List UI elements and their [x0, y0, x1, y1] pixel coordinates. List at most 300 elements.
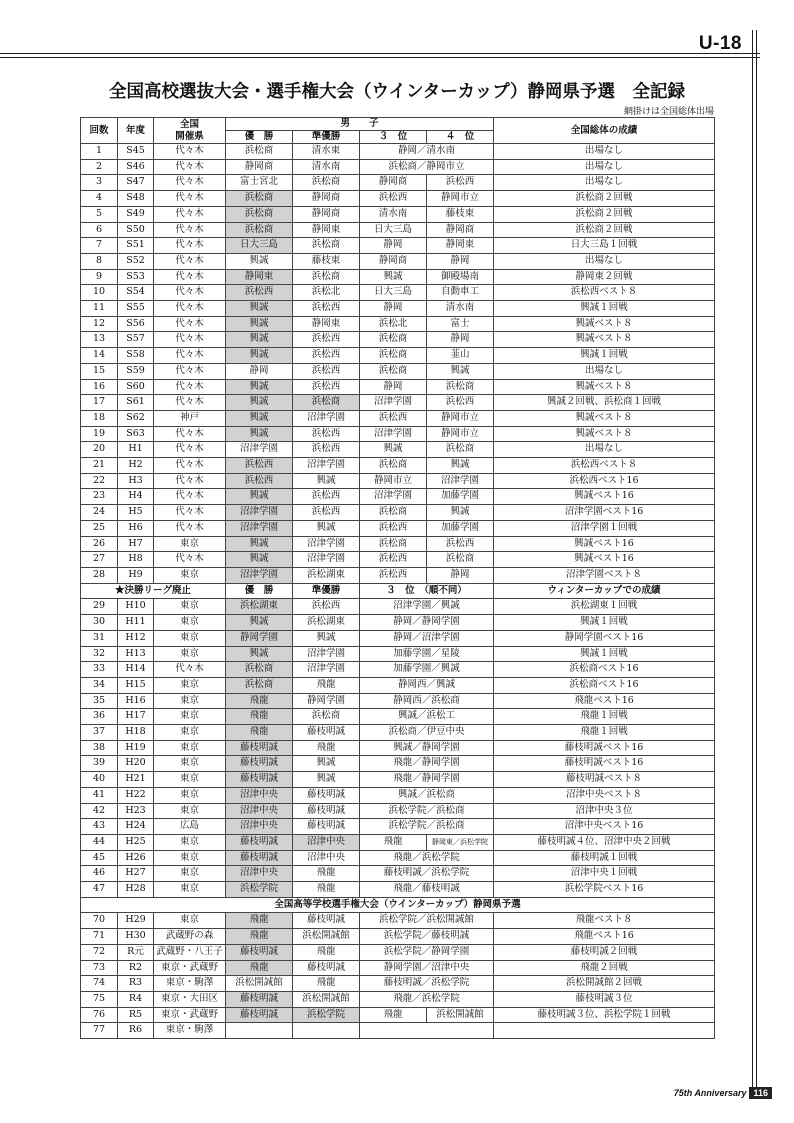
- cell-result: 浜松学院ベスト16: [494, 882, 715, 898]
- cell-runnerup: 浜松開誠館: [293, 991, 360, 1007]
- cell-venue: 代々木: [154, 426, 226, 442]
- cell-kaisuu: 72: [81, 944, 118, 960]
- cell-winner: 日大三島: [226, 238, 293, 254]
- cell-nendo: R3: [118, 976, 154, 992]
- cell-result: 沼津中央１回戦: [494, 866, 715, 882]
- cell-nendo: H9: [118, 567, 154, 583]
- cell-kaisuu: 18: [81, 410, 118, 426]
- table-row: [81, 772, 715, 788]
- cell-result: 興誠２回戦、浜松商１回戦: [494, 395, 715, 411]
- table-row: [81, 348, 715, 364]
- cell-venue: 代々木: [154, 269, 226, 285]
- cell-winner: 沼津中央: [226, 803, 293, 819]
- cell-result: 藤枝明誠ベスト８: [494, 772, 715, 788]
- cell-kaisuu: 27: [81, 552, 118, 568]
- table-row: [81, 740, 715, 756]
- cell-runnerup: 藤枝明誠: [293, 725, 360, 741]
- cell-result: 沼津学園ベスト８: [494, 567, 715, 583]
- cell-third-pair: 加藤学園／興誠: [360, 662, 494, 678]
- cell-third-pair: 藤枝明誠／浜松学院: [360, 866, 494, 882]
- cell-venue: 東京: [154, 834, 226, 850]
- cell-kaisuu: 44: [81, 834, 118, 850]
- table-row: [81, 662, 715, 678]
- cell-third: 日大三島: [360, 222, 427, 238]
- cell-venue: 東京: [154, 677, 226, 693]
- cell-venue: 代々木: [154, 222, 226, 238]
- cell-nendo: H25: [118, 834, 154, 850]
- cell-result: 浜松湖東１回戦: [494, 599, 715, 615]
- cell-runnerup: 浜松学院: [293, 1007, 360, 1023]
- table-row: [81, 536, 715, 552]
- cell-nendo: H24: [118, 819, 154, 835]
- cell-winner: 浜松商: [226, 191, 293, 207]
- cell-runnerup: 興誠: [293, 473, 360, 489]
- table-row: [81, 144, 715, 160]
- table-row: [81, 834, 715, 850]
- cell-third: 沼津学園: [360, 395, 427, 411]
- cell-winner: 沼津中央: [226, 819, 293, 835]
- cell-runnerup: 沼津中央: [293, 834, 360, 850]
- cell-runnerup: 静岡商: [293, 206, 360, 222]
- cell-result: 藤枝明誠４位、沼津中央２回戦: [494, 834, 715, 850]
- cell-nendo: S60: [118, 379, 154, 395]
- cell-third-pair: 興誠／浜松工: [360, 709, 494, 725]
- cell-result: 興誠ベスト８: [494, 316, 715, 332]
- cell-kaisuu: 22: [81, 473, 118, 489]
- cell-nendo: S56: [118, 316, 154, 332]
- page-number: 116: [749, 1087, 772, 1099]
- cell-runnerup: 沼津学園: [293, 662, 360, 678]
- cell-runnerup: 沼津学園: [293, 410, 360, 426]
- cell-fourth: 加藤学園: [427, 520, 494, 536]
- cell-kaisuu: 35: [81, 693, 118, 709]
- cell-fourth: 静岡商: [427, 222, 494, 238]
- cell-runnerup: 飛龍: [293, 740, 360, 756]
- cell-nendo: S51: [118, 238, 154, 254]
- page-title: 全国高校選抜大会・選手権大会（ウインターカップ）静岡県予選 全記録: [109, 81, 685, 101]
- cell-kaisuu: 28: [81, 567, 118, 583]
- cell-kaisuu: 43: [81, 819, 118, 835]
- cell-winner: 興誠: [226, 301, 293, 317]
- cell-kaisuu: 10: [81, 285, 118, 301]
- footer: [674, 1087, 772, 1099]
- table-row: [81, 191, 715, 207]
- col-seiseki: 全国総体の成績: [494, 118, 715, 144]
- cell-nendo: H17: [118, 709, 154, 725]
- cell-venue: 代々木: [154, 348, 226, 364]
- table-row: [81, 253, 715, 269]
- cell-nendo: S57: [118, 332, 154, 348]
- cell-runnerup: 浜松西: [293, 332, 360, 348]
- cell-third: 浜松商: [360, 536, 427, 552]
- cell-runnerup: 静岡学園: [293, 693, 360, 709]
- cell-result: 沼津学園１回戦: [494, 520, 715, 536]
- cell-fourth: 富士: [427, 316, 494, 332]
- cell-winner: 富士宮北: [226, 175, 293, 191]
- cell-venue: 東京・武蔵野: [154, 1007, 226, 1023]
- cell-winner: 沼津学園: [226, 520, 293, 536]
- cell-runnerup: 浜松西: [293, 505, 360, 521]
- col-yusho: 優 勝: [226, 131, 293, 144]
- cell-winner: 藤枝明誠: [226, 834, 293, 850]
- cell-third-fourth: 浜松商／静岡市立: [360, 159, 494, 175]
- cell-nendo: H22: [118, 787, 154, 803]
- cell-third-pair: 飛龍／藤枝明誠: [360, 882, 494, 898]
- cell-runnerup: 浜松湖東: [293, 567, 360, 583]
- table-row: [81, 520, 715, 536]
- cell-runnerup: 興誠: [293, 520, 360, 536]
- cell-winner: 興誠: [226, 253, 293, 269]
- cell-result: 浜松商２回戦: [494, 222, 715, 238]
- cell-kaisuu: 32: [81, 646, 118, 662]
- cell-runnerup: 藤枝明誠: [293, 960, 360, 976]
- cell-kaisuu: 15: [81, 363, 118, 379]
- cell-result: 興誠ベスト８: [494, 379, 715, 395]
- cell-nendo: H29: [118, 913, 154, 929]
- cell-nendo: H30: [118, 929, 154, 945]
- cell-kaisuu: 39: [81, 756, 118, 772]
- cell-result: 浜松商ベスト16: [494, 677, 715, 693]
- cell-result: 飛龍ベスト８: [494, 913, 715, 929]
- cell-nendo: S48: [118, 191, 154, 207]
- cell-third-pair: 藤枝明誠／浜松学院: [360, 976, 494, 992]
- cell-result: 興誠１回戦: [494, 301, 715, 317]
- cell-fourth: 浜松商: [427, 379, 494, 395]
- table-row: [81, 991, 715, 1007]
- cell-third-pair: 静岡／沼津学園: [360, 630, 494, 646]
- table-row: [81, 505, 715, 521]
- cell-nendo: S61: [118, 395, 154, 411]
- frame-right-rule: [752, 30, 753, 1093]
- cell-third: 日大三島: [360, 285, 427, 301]
- cell-runnerup: 浜松商: [293, 238, 360, 254]
- cell-result: 興誠ベスト16: [494, 536, 715, 552]
- cell-result: 静岡東２回戦: [494, 269, 715, 285]
- cell-kaisuu: 76: [81, 1007, 118, 1023]
- cell-runnerup: 沼津学園: [293, 536, 360, 552]
- table-row: [81, 159, 715, 175]
- cell-venue: 代々木: [154, 662, 226, 678]
- cell-kaisuu: 23: [81, 489, 118, 505]
- cell-kaisuu: 16: [81, 379, 118, 395]
- cell-winner: 沼津学園: [226, 442, 293, 458]
- cell-nendo: R5: [118, 1007, 154, 1023]
- cell-winner: 浜松商: [226, 677, 293, 693]
- records-table: [80, 117, 715, 1039]
- table-row: [81, 693, 715, 709]
- cell-fourth: 静岡東: [427, 238, 494, 254]
- cell-fourth: 浜松西: [427, 536, 494, 552]
- cell-runnerup: 浜松西: [293, 489, 360, 505]
- cell-runnerup: [293, 1023, 360, 1039]
- table-row: [81, 552, 715, 568]
- cell-winner: 興誠: [226, 395, 293, 411]
- cell-venue: 東京: [154, 803, 226, 819]
- cell-runnerup: 沼津学園: [293, 552, 360, 568]
- cell-venue: 東京: [154, 725, 226, 741]
- table-row: [81, 175, 715, 191]
- table-row: [81, 301, 715, 317]
- section2-label: ★決勝リーグ廃止: [81, 583, 226, 599]
- table-row: [81, 615, 715, 631]
- cell-result: 浜松西ベスト16: [494, 473, 715, 489]
- cell-fourth: 沼津学園: [427, 473, 494, 489]
- table-row: [81, 1007, 715, 1023]
- col-junyusho: 準優勝: [293, 131, 360, 144]
- cell-fourth: 興誠: [427, 458, 494, 474]
- cell-winner: 興誠: [226, 489, 293, 505]
- cell-third: 浜松北: [360, 316, 427, 332]
- cell-fourth: 静岡市立: [427, 426, 494, 442]
- cell-result: 興誠ベスト８: [494, 332, 715, 348]
- section2-yusho: 優 勝: [226, 583, 293, 599]
- cell-third: 飛龍: [360, 834, 427, 850]
- cell-winner: 浜松商: [226, 206, 293, 222]
- cell-venue: 東京・駒澤: [154, 976, 226, 992]
- cell-third-pair: 飛龍／静岡学園: [360, 772, 494, 788]
- cell-winner: 静岡: [226, 363, 293, 379]
- cell-fourth: 静岡: [427, 567, 494, 583]
- cell-winner: 興誠: [226, 536, 293, 552]
- cell-kaisuu: 25: [81, 520, 118, 536]
- cell-result: 飛龍２回戦: [494, 960, 715, 976]
- cell-venue: 代々木: [154, 442, 226, 458]
- cell-runnerup: 藤枝東: [293, 253, 360, 269]
- cell-result: 日大三島１回戦: [494, 238, 715, 254]
- table-row: [81, 238, 715, 254]
- cell-runnerup: 浜松西: [293, 379, 360, 395]
- cell-nendo: H26: [118, 850, 154, 866]
- cell-winner: 飛龍: [226, 709, 293, 725]
- table-row: [81, 677, 715, 693]
- col-kaisai: 全国 開催県: [154, 118, 226, 144]
- cell-third-b: 静岡東／浜松学院: [427, 834, 494, 850]
- cell-nendo: H15: [118, 677, 154, 693]
- table-row: [81, 819, 715, 835]
- cell-nendo: H6: [118, 520, 154, 536]
- cell-third: 浜松商: [360, 363, 427, 379]
- cell-result: 飛龍１回戦: [494, 709, 715, 725]
- cell-runnerup: 沼津学園: [293, 458, 360, 474]
- cell-venue: 代々木: [154, 144, 226, 160]
- cell-third-pair: 浜松学院／浜松商: [360, 803, 494, 819]
- cell-winner: 飛龍: [226, 960, 293, 976]
- cell-venue: 東京: [154, 913, 226, 929]
- cell-third-pair: 沼津学園／興誠: [360, 599, 494, 615]
- table-row: [81, 316, 715, 332]
- cell-venue: 広島: [154, 819, 226, 835]
- cell-runnerup: 藤枝明誠: [293, 787, 360, 803]
- cell-fourth: 浜松商: [427, 442, 494, 458]
- section2-junyusho: 準優勝: [293, 583, 360, 599]
- cell-result: 飛龍１回戦: [494, 725, 715, 741]
- cell-venue: 代々木: [154, 206, 226, 222]
- cell-kaisuu: 3: [81, 175, 118, 191]
- cell-winner: 静岡東: [226, 269, 293, 285]
- cell-kaisuu: 70: [81, 913, 118, 929]
- cell-nendo: R元: [118, 944, 154, 960]
- cell-fourth: 静岡: [427, 332, 494, 348]
- cell-kaisuu: 75: [81, 991, 118, 1007]
- cell-runnerup: 静岡商: [293, 191, 360, 207]
- cell-third: 静岡: [360, 238, 427, 254]
- cell-third: 興誠: [360, 442, 427, 458]
- cell-kaisuu: 73: [81, 960, 118, 976]
- cell-nendo: H27: [118, 866, 154, 882]
- cell-winner: 興誠: [226, 615, 293, 631]
- cell-third: 浜松商: [360, 458, 427, 474]
- cell-result: 藤枝明誠３位: [494, 991, 715, 1007]
- cell-runnerup: 浜松西: [293, 426, 360, 442]
- cell-result: 浜松商ベスト16: [494, 662, 715, 678]
- cell-kaisuu: 37: [81, 725, 118, 741]
- cell-venue: 東京: [154, 599, 226, 615]
- table-row: [81, 222, 715, 238]
- cell-nendo: H7: [118, 536, 154, 552]
- cell-third: 清水南: [360, 206, 427, 222]
- cell-winner: 浜松西: [226, 473, 293, 489]
- cell-nendo: H13: [118, 646, 154, 662]
- cell-nendo: S62: [118, 410, 154, 426]
- cell-venue: 東京: [154, 772, 226, 788]
- cell-winner: 飛龍: [226, 693, 293, 709]
- cell-venue: 東京・大田区: [154, 991, 226, 1007]
- table-row: [81, 960, 715, 976]
- cell-venue: 武蔵野の森: [154, 929, 226, 945]
- cell-result: 浜松西ベスト８: [494, 285, 715, 301]
- cell-third: 浜松西: [360, 567, 427, 583]
- cell-runnerup: 飛龍: [293, 944, 360, 960]
- cell-third-pair: 静岡学園／沼津中央: [360, 960, 494, 976]
- cell-kaisuu: 29: [81, 599, 118, 615]
- cell-venue: 代々木: [154, 191, 226, 207]
- cell-nendo: R6: [118, 1023, 154, 1039]
- cell-fourth: 御殿場南: [427, 269, 494, 285]
- cell-third-fourth: 静岡／清水南: [360, 144, 494, 160]
- cell-kaisuu: 42: [81, 803, 118, 819]
- cell-result: 藤枝明誠３位、浜松学院１回戦: [494, 1007, 715, 1023]
- cell-nendo: H3: [118, 473, 154, 489]
- cell-fourth: 韮山: [427, 348, 494, 364]
- cell-result: 浜松開誠館２回戦: [494, 976, 715, 992]
- cell-runnerup: 浜松西: [293, 348, 360, 364]
- table-row: [81, 756, 715, 772]
- cell-kaisuu: 2: [81, 159, 118, 175]
- cell-result: [494, 1023, 715, 1039]
- anniversary-label: 75th Anniversary: [673, 1088, 747, 1098]
- cell-result: 静岡学園ベスト16: [494, 630, 715, 646]
- cell-result: 藤枝明誠２回戦: [494, 944, 715, 960]
- cell-winner: 沼津中央: [226, 866, 293, 882]
- cell-winner: 藤枝明誠: [226, 850, 293, 866]
- cell-venue: 代々木: [154, 520, 226, 536]
- cell-nendo: H16: [118, 693, 154, 709]
- cell-venue: 代々木: [154, 285, 226, 301]
- cell-runnerup: 興誠: [293, 756, 360, 772]
- cell-runnerup: 浜松西: [293, 599, 360, 615]
- table-row: [81, 567, 715, 583]
- cell-runnerup: 飛龍: [293, 976, 360, 992]
- cell-runnerup: 藤枝明誠: [293, 803, 360, 819]
- cell-result: 出場なし: [494, 442, 715, 458]
- cell-kaisuu: 8: [81, 253, 118, 269]
- cell-nendo: S58: [118, 348, 154, 364]
- cell-venue: 代々木: [154, 363, 226, 379]
- cell-winner: 浜松商: [226, 662, 293, 678]
- cell-nendo: H21: [118, 772, 154, 788]
- table-row: [81, 944, 715, 960]
- cell-fourth: 浜松西: [427, 175, 494, 191]
- cell-third-pair: [360, 1023, 494, 1039]
- cell-nendo: S45: [118, 144, 154, 160]
- cell-result: 浜松商２回戦: [494, 191, 715, 207]
- cell-result: 興誠ベスト16: [494, 489, 715, 505]
- cell-runnerup: 飛龍: [293, 677, 360, 693]
- frame-top-rule: [0, 53, 760, 54]
- cell-venue: 代々木: [154, 489, 226, 505]
- cell-winner: 沼津学園: [226, 567, 293, 583]
- cell-venue: 東京: [154, 536, 226, 552]
- shading-note: 網掛けは全国総体出場: [623, 106, 714, 116]
- cell-fourth: 静岡市立: [427, 410, 494, 426]
- table-row: [81, 442, 715, 458]
- cell-winner: 浜松西: [226, 285, 293, 301]
- cell-venue: 東京: [154, 756, 226, 772]
- col-yon: ４ 位: [427, 131, 494, 144]
- section2-san: ３ 位 （順不同）: [360, 583, 494, 599]
- cell-result: 興誠１回戦: [494, 615, 715, 631]
- cell-kaisuu: 77: [81, 1023, 118, 1039]
- table-row: [81, 332, 715, 348]
- cell-third: 沼津学園: [360, 489, 427, 505]
- cell-winner: 興誠: [226, 379, 293, 395]
- cell-winner: 興誠: [226, 552, 293, 568]
- cell-kaisuu: 38: [81, 740, 118, 756]
- table-row: [81, 473, 715, 489]
- cell-venue: 東京: [154, 787, 226, 803]
- cell-kaisuu: 71: [81, 929, 118, 945]
- cell-venue: 代々木: [154, 238, 226, 254]
- cell-runnerup: 沼津中央: [293, 850, 360, 866]
- cell-runnerup: 興誠: [293, 630, 360, 646]
- section3-label: 全国高等学校選手権大会（ウインターカップ）静岡県予選: [81, 897, 715, 913]
- table-row: [81, 630, 715, 646]
- cell-nendo: S54: [118, 285, 154, 301]
- col-san: ３ 位: [360, 131, 427, 144]
- cell-kaisuu: 17: [81, 395, 118, 411]
- cell-kaisuu: 7: [81, 238, 118, 254]
- cell-runnerup: 藤枝明誠: [293, 819, 360, 835]
- cell-venue: 東京: [154, 740, 226, 756]
- cell-runnerup: 浜松湖東: [293, 615, 360, 631]
- table-row: [81, 929, 715, 945]
- cell-result: 藤枝明誠ベスト16: [494, 756, 715, 772]
- cell-third: 静岡商: [360, 175, 427, 191]
- cell-result: 浜松商２回戦: [494, 206, 715, 222]
- cell-venue: 代々木: [154, 253, 226, 269]
- cell-kaisuu: 19: [81, 426, 118, 442]
- cell-third-pair: 興誠／静岡学園: [360, 740, 494, 756]
- frame-right-rule-2: [756, 30, 757, 1093]
- cell-kaisuu: 21: [81, 458, 118, 474]
- cell-third-b: 浜松開誠館: [427, 1007, 494, 1023]
- cell-third: 浜松西: [360, 520, 427, 536]
- cell-fourth: 興誠: [427, 505, 494, 521]
- cell-kaisuu: 26: [81, 536, 118, 552]
- cell-result: 出場なし: [494, 175, 715, 191]
- cell-third: 沼津学園: [360, 426, 427, 442]
- table-row: [81, 379, 715, 395]
